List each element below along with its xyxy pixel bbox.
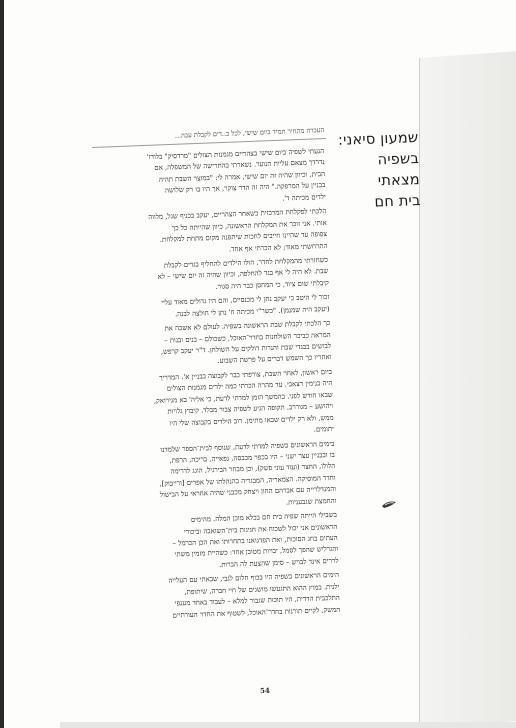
- text-line: והמנדלרייה עם אברהם החון ויצחק מכבני שהיה אחראי על הבישול: [159, 485, 337, 500]
- text-line: ילנית. במוץ ההוא התגעשו מושגים של חיי חברה, שיתופת,: [184, 582, 340, 596]
- text-line: קיבלתי שום ציוד, כי המחסן כבר היה סגור.: [215, 278, 329, 291]
- text-line: ויהושע – מגוררב. תקופה הגיע לשפיה צבור מבלד. קיבוץ גלויות: [167, 402, 334, 416]
- text-line: הבית, וכיוון שהיה זה יום שישי, אמרה לי: "במוצר השבת תהיה: [158, 169, 326, 184]
- paragraph: [100, 206, 327, 260]
- text-line: יתומים.: [313, 424, 335, 434]
- text-line: המשק, לקיים תורנות בחדר־האוכל, לשטוף את החדר העורתיים: [172, 605, 341, 620]
- paragraph: [108, 438, 336, 514]
- book-gutter: [0, 0, 4, 728]
- chapter-title-line: מצאתי: [377, 171, 421, 190]
- paragraph: [98, 146, 326, 211]
- text-line: ממש, ולא רק ילדים שבאו מתימן. רוב הילדים בקבוצה שלי היו: [169, 413, 334, 428]
- text-line: ילדים מכיתה ד'.: [282, 192, 326, 203]
- text-line: וחדר המוסיקה. הצמאריה, המבגריה בהנהלתו של אפרים [ורייבוק],: [159, 473, 336, 488]
- text-line: שבת. לא היה לי אף בגד להחלפה, וכיוון שהיה זה יום שישי – לא: [157, 267, 329, 282]
- text-line: העתים בחג הסוכות, ואת הפדגואנו בתחרותו ואת הכן הכרמל –: [172, 533, 338, 548]
- text-line: לבושים בבגדי שבת והנרות דולקים על השולחן. ד"ר יעקב קרפש,: [160, 341, 332, 356]
- text-line: בבניין על המרפקה." היה זה הדר צוקר, אך היו בו רק שלושה: [164, 181, 326, 195]
- chapter-title: [336, 128, 421, 215]
- text-line: ביום ראשון, לאחר השבת, צורפתי כבר לקבוצה בבניין א'. המדריך: [159, 367, 333, 382]
- text-line: (יעקב היה שמנמן). "כשר"י מכיתה ח' נתן לי חולצה לבנה.: [174, 304, 330, 318]
- chapter-title-line: בשפיה: [377, 150, 420, 169]
- text-line: כשחזרתי מהמקלחת לחדר, הולו הילדים להחליף בגדים לקבלת: [163, 255, 329, 270]
- facing-page-edge: [419, 51, 516, 728]
- text-line: התלכבית הדדית, היו תוכות שגבור למלא – לעבוד באחד מענפי: [174, 593, 340, 608]
- body-text-column: [98, 146, 340, 625]
- text-line: לררים אינד לבויש – סימן שהצעת לה הברות.: [218, 556, 339, 569]
- running-header: העכרה מתחיר תמיד ביום שישי, לכל כ..דים לקבלת עבה...: [174, 126, 325, 140]
- text-line: הראשונים אני יכול לשכוח את חגיגות בית־השואבה וביכורי: [183, 522, 338, 536]
- text-line: והחמצת שגבעניות.: [285, 496, 337, 507]
- text-line: הלולו, החצר (ועוד עוני פשק), וכן מבחר הבירגיל, הוגג לדרימה: [170, 462, 336, 476]
- text-line: צפופה עד שהיינו חייבים לחכות שיתפנה מקום מתחת למקלחת.: [159, 230, 328, 244]
- text-line: הימים הראשונים בשפיה היו בכוף חלום לגבי, שבאתי עם העלייה: [168, 571, 340, 586]
- text-line: היה בנימין רצאבי. עד מהרה הכרתי כמה ילדים מגמנזת הצולים: [166, 379, 333, 393]
- text-line: זכור לי היטב כי יעקב נתן לי מכנסיים, והם היו גדולים מאוד עליי: [161, 293, 330, 308]
- text-line: והגרליש שהפך לסמל, יבויות מטובן אחד: כשהיית מזמין משתי: [174, 545, 339, 559]
- text-line: אותי. אני זוכר את המקלחת הראשונה, כיוון שהייתה כל כך: [171, 218, 327, 232]
- text-line: הלכתי לפקלחת המרכזית כשאחר הצהריים, יעקב בכניף שגל, מלווה: [148, 207, 327, 222]
- bottom-shadow: [60, 722, 516, 728]
- text-line: כך הלכתי לקבלת שבת הראשונה בשפיה. לעולם לא אשכח את: [164, 319, 331, 333]
- paragraph: [113, 570, 340, 624]
- paragraph: [111, 510, 339, 575]
- text-line: המראה כביכר השולחנות בחדר־האוכל, כשכולם – בנים ובנות –: [163, 330, 331, 345]
- text-line: שבאו חודש לפני. בהמשך הזמן למדתי לדעת, כי אליה' בא מגירואק,: [153, 390, 333, 405]
- text-line: בימים הראשונים בשפיה למדתי לדעת, שנוסף לבית־הספר שלמדנו: [160, 439, 335, 454]
- pencil-icon: [380, 498, 400, 510]
- text-line: נדרדך מצאם עליית הנוער. נשארתי בהתרישה של המשפלה, אם: [154, 158, 325, 173]
- text-line: ואחריו כך השמש דברים על פרשת השבוע.: [217, 353, 332, 366]
- paragraph: [106, 367, 334, 443]
- text-line: התרחשתי מאוד; לא הכרתי אף אחד.: [228, 241, 328, 253]
- page-number: 54: [259, 685, 270, 696]
- paragraph: [104, 318, 331, 372]
- chapter-title-line: שמעון סיאני:: [337, 129, 419, 149]
- text-line: בשבילי הייתה שפיה בית חם בכלא מוכן המלה. מהימים: [190, 510, 338, 524]
- text-line: בו ובבניין עצר ישני – היו בכפר מכבסה, נפאייה, בריכה, הרפת,: [169, 450, 335, 465]
- chapter-title-line: בית חם: [374, 192, 421, 211]
- text-line: הגעתי לשפיה ביום שישי בצהריים מגמנזת הצולים "מרדסיק" בלודז': [146, 146, 325, 162]
- paragraph: [102, 255, 329, 297]
